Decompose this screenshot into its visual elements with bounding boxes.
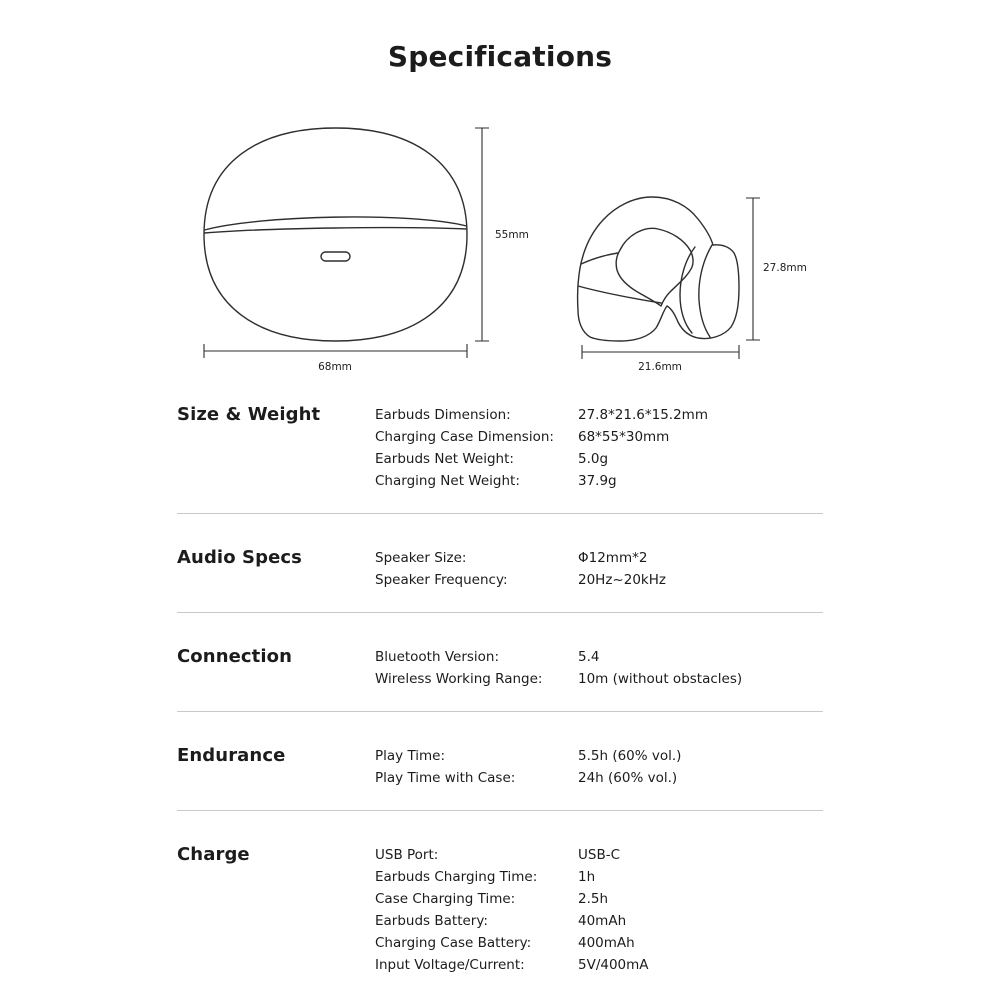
spec-row xyxy=(375,745,823,767)
section-rows xyxy=(375,844,823,976)
spec-value: 5.5h (60% vol.) xyxy=(578,748,682,764)
spec-label: Wireless Working Range: xyxy=(375,671,543,687)
spec-value: 5V/400mA xyxy=(578,957,649,973)
spec-value: 27.8*21.6*15.2mm xyxy=(578,407,708,423)
spec-row xyxy=(375,448,823,470)
charging-case-drawing xyxy=(204,128,529,373)
earbud-hook-junction-line xyxy=(581,253,618,264)
case-lid-seam-bottom xyxy=(205,228,467,233)
earbud-pod-seam xyxy=(699,245,712,337)
spec-row xyxy=(375,844,823,866)
spec-row xyxy=(375,866,823,888)
spec-value: 1h xyxy=(578,869,596,885)
earbud-inner-cutout xyxy=(616,228,693,306)
spec-row xyxy=(375,404,823,426)
spec-value: 40mAh xyxy=(578,913,627,929)
section-divider xyxy=(177,711,823,712)
spec-value: 20Hz~20kHz xyxy=(578,572,666,588)
spec-label: Charging Case Battery: xyxy=(375,935,532,951)
section-rows xyxy=(375,745,823,789)
spec-value: 400mAh xyxy=(578,935,635,951)
spec-section-endurance xyxy=(177,745,823,789)
spec-row xyxy=(375,646,823,668)
spec-label: USB Port: xyxy=(375,847,439,863)
spec-label: Bluetooth Version: xyxy=(375,649,500,665)
spec-label: Speaker Size: xyxy=(375,550,467,566)
spec-row xyxy=(375,767,823,789)
section-divider xyxy=(177,612,823,613)
spec-section-size-weight xyxy=(177,404,823,492)
spec-section-connection xyxy=(177,646,823,690)
charging-case-outline xyxy=(204,128,467,341)
spec-label: Earbuds Dimension: xyxy=(375,407,511,423)
earbud-outline xyxy=(578,197,739,341)
section-rows xyxy=(375,547,823,591)
earbud-foot-seam xyxy=(578,286,661,303)
section-title: Endurance xyxy=(177,745,286,766)
case-height-dimension xyxy=(475,128,529,341)
spec-value: 5.4 xyxy=(578,649,600,665)
spec-label: Earbuds Charging Time: xyxy=(375,869,538,885)
spec-label: Earbuds Battery: xyxy=(375,913,488,929)
spec-row xyxy=(375,954,823,976)
spec-row xyxy=(375,470,823,492)
earbud-drawing xyxy=(578,197,807,373)
section-divider xyxy=(177,513,823,514)
spec-section-audio-specs xyxy=(177,547,823,591)
spec-row xyxy=(375,910,823,932)
spec-label: Speaker Frequency: xyxy=(375,572,508,588)
spec-label: Charging Net Weight: xyxy=(375,473,520,489)
spec-label: Play Time with Case: xyxy=(375,770,516,786)
spec-table xyxy=(177,390,823,976)
spec-label: Charging Case Dimension: xyxy=(375,429,554,445)
case-indicator-slot xyxy=(321,252,350,261)
earbud-width-dimension xyxy=(582,345,739,373)
case-width-dimension xyxy=(204,344,467,373)
section-title: Audio Specs xyxy=(177,547,302,568)
spec-row xyxy=(375,932,823,954)
spec-row xyxy=(375,569,823,591)
spec-row xyxy=(375,888,823,910)
section-title: Size & Weight xyxy=(177,404,321,425)
spec-value: Φ12mm*2 xyxy=(578,550,648,566)
section-title: Charge xyxy=(177,844,250,865)
earbud-width-label: 21.6mm xyxy=(638,361,682,373)
case-height-label: 55mm xyxy=(495,229,529,241)
spec-label: Case Charging Time: xyxy=(375,891,516,907)
spec-value: 2.5h xyxy=(578,891,609,907)
earbud-height-label: 27.8mm xyxy=(763,262,807,274)
spec-value: 5.0g xyxy=(578,451,609,467)
spec-value: 37.9g xyxy=(578,473,617,489)
spec-value: USB-C xyxy=(578,847,621,863)
section-title: Connection xyxy=(177,646,293,667)
spec-label: Play Time: xyxy=(375,748,446,764)
spec-label: Input Voltage/Current: xyxy=(375,957,525,973)
spec-value: 24h (60% vol.) xyxy=(578,770,678,786)
spec-label: Earbuds Net Weight: xyxy=(375,451,514,467)
section-divider xyxy=(177,810,823,811)
spec-section-charge xyxy=(177,844,823,976)
spec-row xyxy=(375,547,823,569)
product-diagrams xyxy=(0,0,1000,385)
case-width-label: 68mm xyxy=(318,361,352,373)
spec-row xyxy=(375,668,823,690)
spec-value: 10m (without obstacles) xyxy=(578,671,743,687)
page-title: Specifications xyxy=(387,40,613,73)
spec-row xyxy=(375,426,823,448)
spec-value: 68*55*30mm xyxy=(578,429,670,445)
section-rows xyxy=(375,646,823,690)
section-rows xyxy=(375,404,823,492)
earbud-height-dimension xyxy=(746,198,807,340)
